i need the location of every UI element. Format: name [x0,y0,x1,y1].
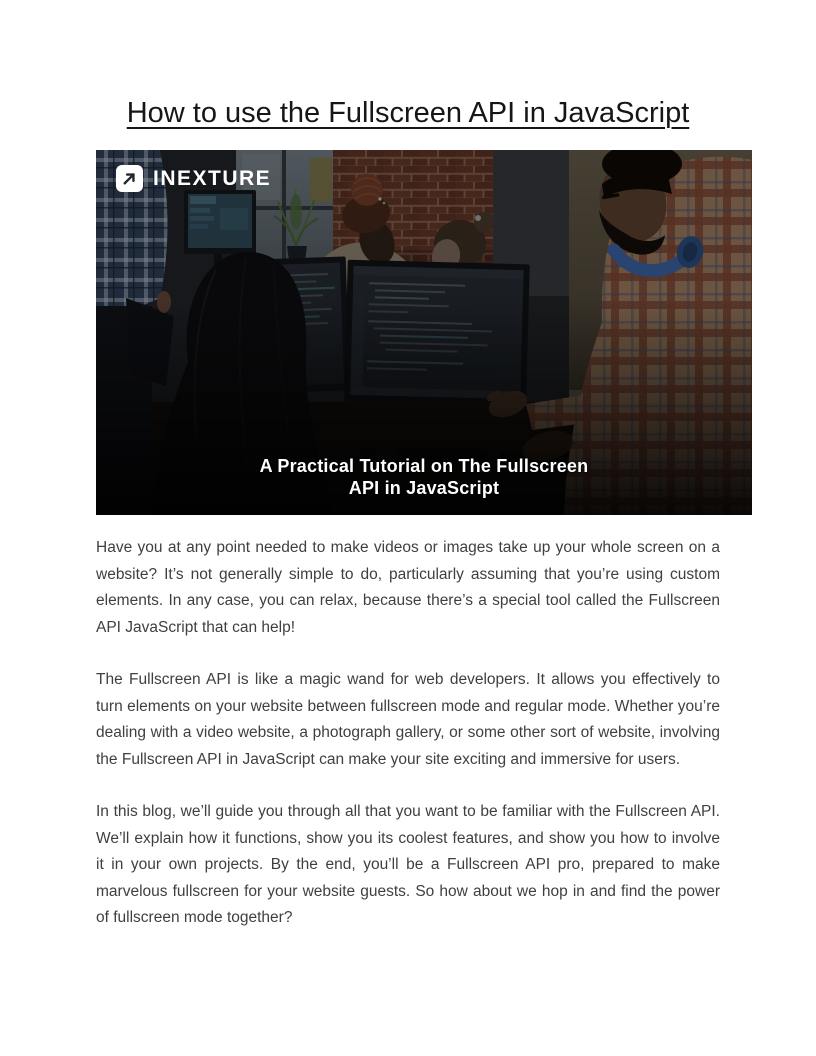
hero-image [96,150,752,515]
paragraph: In this blog, we’ll guide you through all that you want to be familiar with the Fullscreen API. We’ll explain how it functions, show you its coolest features, and show you how to involve it in your own projects. By the end, you’ll be a Fullscreen API pro, prepared to make marvelous fullscreen for your website guests. So how about we hop in and find the power of fullscreen mode together? [96,803,720,926]
paragraph: Have you at any point needed to make videos or images take up your whole screen on a website? It’s not generally simple to do, particularly assuming that you’re using custom elements. In any case, you can relax, because there’s a special tool called the Fullscreen API JavaScript that can help! [96,539,720,636]
page-title: How to use the Fullscreen API in JavaScript [126,97,690,129]
brand-name: INEXTURE [153,166,272,190]
hero-caption-line1: A Practical Tutorial on The Fullscreen [259,456,589,476]
paragraph: The Fullscreen API is like a magic wand for web developers. It allows you effectively to turn elements on your website between fullscreen mode and regular mode. Whether you’re dealing with a video website, a photograph gallery, or some other sort of website, involving the Fullscreen API in JavaScript can make your site exciting and immersive for users. [96,671,720,768]
hero-caption-line2: API in JavaScript [348,478,500,498]
brand-logo [116,165,271,192]
article-body [96,535,720,932]
arrow-up-right-icon [116,165,143,192]
hero-caption [96,455,752,499]
